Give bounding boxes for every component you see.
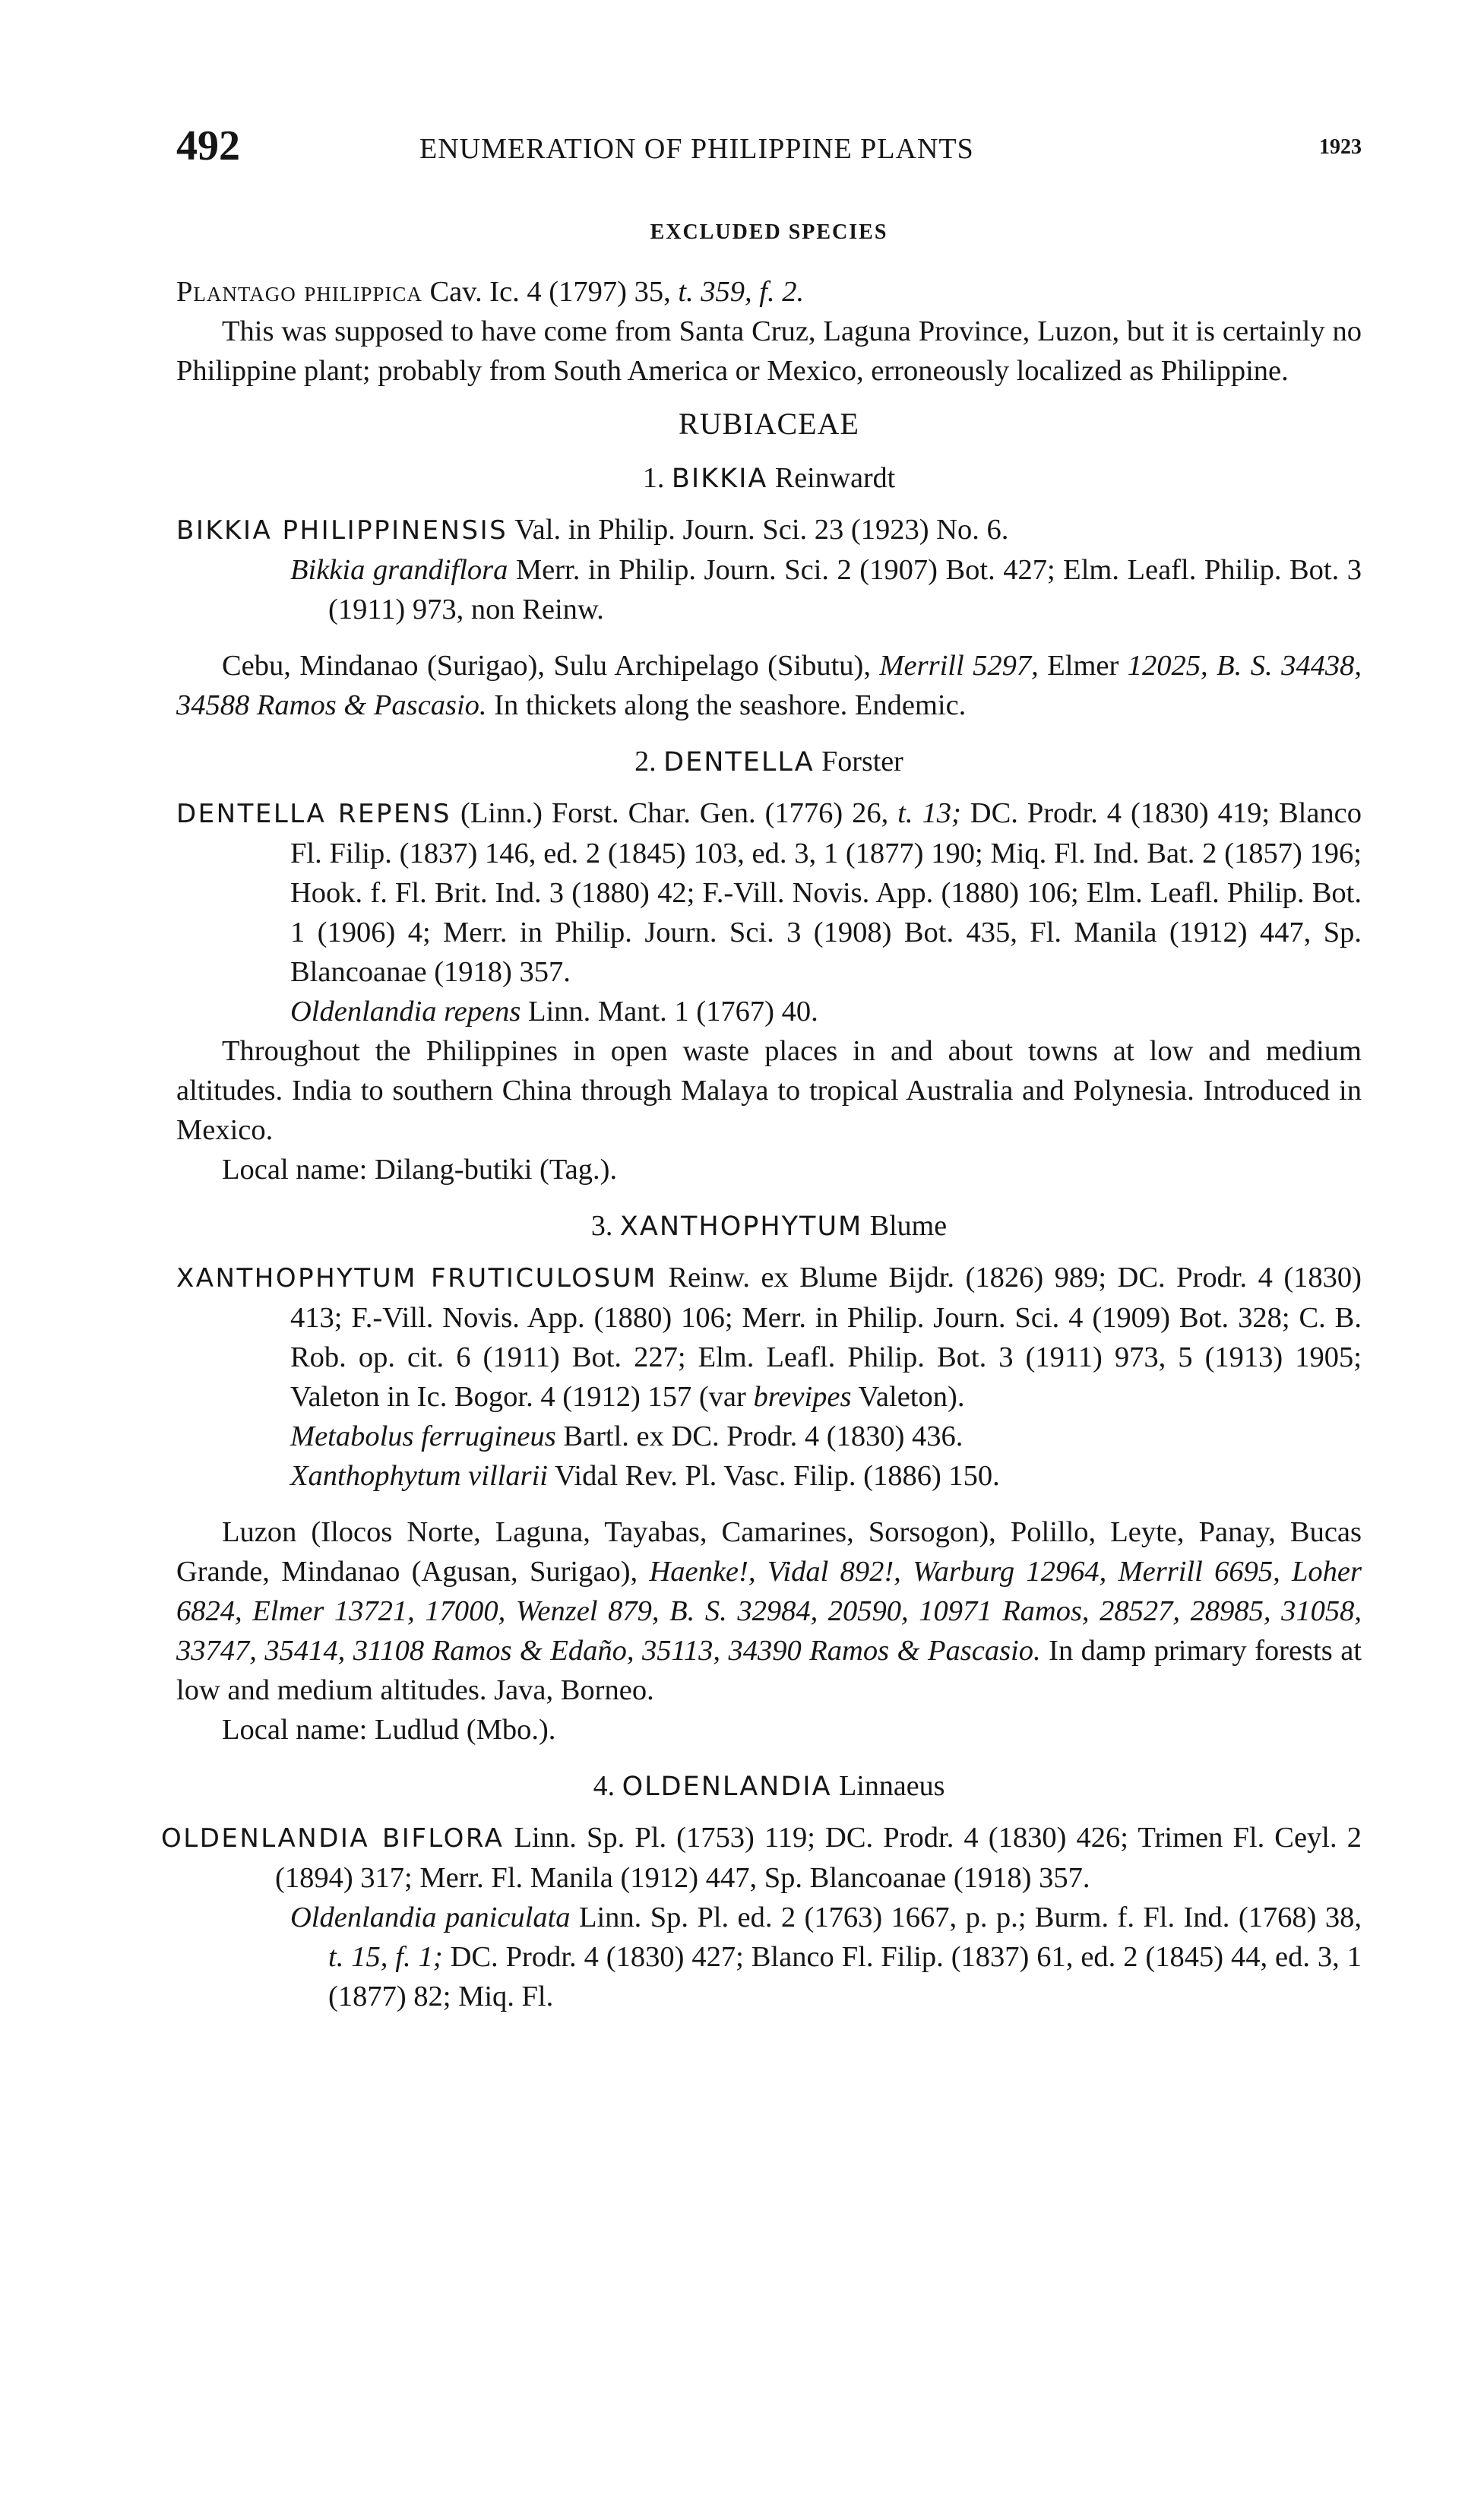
genus-heading-dentella xyxy=(176,745,1362,778)
synonym-name: Bikkia grandiflora xyxy=(290,554,508,586)
species-citation: Valeton). xyxy=(851,1381,965,1413)
synonym-name: Oldenlandia paniculata xyxy=(290,1902,571,1933)
synonym-citation: Linn. Sp. Pl. ed. 2 (1763) 1667, p. p.; Burm. f. Fl. Ind. (1768) 38, xyxy=(570,1902,1362,1933)
synonym-name: Metabolus ferrugineus xyxy=(290,1420,556,1452)
plantago-entry xyxy=(176,272,1362,312)
species-name: OLDENLANDIA BIFLORA xyxy=(161,1823,505,1854)
synonym-citation: Merr. in Philip. Journ. Sci. 2 (1907) Bot. 427; Elm. Leafl. Philip. Bot. 3 (1911) 973, non Reinw. xyxy=(328,554,1362,625)
family-heading: RUBIACEAE xyxy=(679,407,859,441)
genus-heading-oldenlandia xyxy=(176,1769,1362,1803)
xanthophytum-synonym-2 xyxy=(176,1456,1362,1496)
genus-number: 4. xyxy=(593,1770,615,1802)
dentella-local-name: Local name: Dilang-butiki (Tag.). xyxy=(222,1154,618,1186)
xanthophytum-species-entry xyxy=(176,1258,1362,1417)
distribution-text: Elmer xyxy=(1038,650,1128,682)
plantago-citation-plate: t. 359, f. 2. xyxy=(678,276,805,308)
excluded-species-heading: EXCLUDED SPECIES xyxy=(650,220,888,244)
genus-name: XANTHOPHYTUM xyxy=(619,1211,863,1242)
xanthophytum-distribution xyxy=(176,1512,1362,1710)
oldenlandia-species-entry xyxy=(161,1818,1362,1898)
synonym-citation: Linn. Mant. 1 (1767) 40. xyxy=(521,996,818,1028)
distribution-text: Luzon (Ilocos Norte, Laguna, Tayabas, Camarines, Sorsogon), Polillo, Leyte, Panay, Bucas Grande, Mindanao (Agusan, Surigao), xyxy=(176,1516,1362,1588)
synonym-citation: Vidal Rev. Pl. Vasc. Filip. (1886) 150. xyxy=(547,1460,1000,1492)
xanthophytum-local-name: Local name: Ludlud (Mbo.). xyxy=(222,1714,556,1746)
genus-author: Linnaeus xyxy=(839,1770,945,1802)
species-citation-plate: t. 13; xyxy=(897,797,961,829)
specimen-citation: Merrill 5297, xyxy=(879,650,1039,682)
oldenlandia-synonym xyxy=(176,1898,1362,2016)
dentella-species-entry xyxy=(176,793,1362,992)
plantago-note: This was supposed to have come from Santa Cruz, Laguna Province, Luzon, but it is certainly no Philippine plant; probably from South America or Mexico, erroneously localized as Philippine. xyxy=(176,315,1362,387)
page-header xyxy=(176,122,1362,182)
species-citation: (Linn.) Forst. Char. Gen. (1776) 26, xyxy=(451,797,898,829)
genus-name: OLDENLANDIA xyxy=(622,1772,832,1802)
habitat-text: In damp primary forests at low and medium altitudes. Java, Borneo. xyxy=(176,1635,1362,1706)
specimen-citation: 12025, B. S. 34438, 34588 Ramos & Pascasio. xyxy=(176,650,1362,721)
synonym-citation-plate: t. 15, f. 1; xyxy=(328,1941,443,1973)
xanthophytum-synonym-1 xyxy=(176,1417,1362,1456)
species-name: BIKKIA PHILIPPINENSIS xyxy=(176,515,508,546)
synonym-name: Oldenlandia repens xyxy=(290,996,521,1028)
variety-name: brevipes xyxy=(753,1381,852,1413)
genus-number: 3. xyxy=(590,1210,613,1242)
species-name: DENTELLA REPENS xyxy=(176,799,452,829)
dentella-synonym xyxy=(176,992,1362,1031)
species-citation: Linn. Sp. Pl. (1753) 119; DC. Prodr. 4 (1830) 426; Trimen Fl. Ceyl. 2 (1894) 317; Merr. Fl. Manila (1912) 447, Sp. Blancoanae (1918) 357. xyxy=(275,1822,1362,1894)
bikkia-synonym xyxy=(176,550,1362,629)
species-name: XANTHOPHYTUM FRUTICULOSUM xyxy=(176,1263,657,1294)
species-citation: Reinw. ex Blume Bijdr. (1826) 989; DC. Prodr. 4 (1830) 413; F.-Vill. Novis. App. (1880) 106; Merr. in Philip. Journ. Sci. 4 (1909) Bot. 328; C. B. Rob. op. cit. 6 (1911) Bot. 227; Elm. Leafl. Philip. Bot. 3 (1911) 973, 5 (1913) 1905; Valeton in Ic. Bogor. 4 (1912) 157 (var xyxy=(290,1262,1362,1413)
synonym-citation: Bartl. ex DC. Prodr. 4 (1830) 436. xyxy=(555,1420,963,1452)
synonym-citation: DC. Prodr. 4 (1830) 427; Blanco Fl. Filip. (1837) 61, ed. 2 (1845) 44, ed. 3, 1 (1877) 82; Miq. Fl. xyxy=(328,1941,1362,2012)
genus-heading-xanthophytum xyxy=(176,1209,1362,1243)
species-citation: Val. in Philip. Journ. Sci. 23 (1923) No. 6. xyxy=(508,514,1009,546)
page-body xyxy=(161,220,1362,2016)
running-title: ENUMERATION OF PHILIPPINE PLANTS xyxy=(419,133,974,165)
genus-number: 1. xyxy=(642,462,665,494)
header-year: 1923 xyxy=(1319,135,1362,159)
genus-heading-bikkia xyxy=(176,461,1362,495)
genus-name: DENTELLA xyxy=(663,747,815,777)
genus-author: Forster xyxy=(821,746,903,777)
genus-author: Blume xyxy=(869,1210,948,1242)
plantago-species-name: Plantago philippica xyxy=(176,276,422,308)
bikkia-distribution xyxy=(176,646,1362,725)
plantago-citation: Cav. Ic. 4 (1797) 35, xyxy=(422,276,679,308)
species-citation: DC. Prodr. 4 (1830) 419; Blanco Fl. Filip. (1837) 146, ed. 2 (1845) 103, ed. 3, 1 (1877) 190; Miq. Fl. Ind. Bat. 2 (1857) 196; Hook. f. Fl. Brit. Ind. 3 (1880) 42; F.-Vill. Novis. App. (1880) 106; Elm. Leafl. Philip. Bot. 1 (1906) 4; Merr. in Philip. Journ. Sci. 3 (1908) Bot. 435, Fl. Manila (1912) 447, Sp. Blancoanae (1918) 357. xyxy=(290,797,1362,988)
habitat-text: In thickets along the seashore. Endemic. xyxy=(486,689,967,721)
genus-name: BIKKIA xyxy=(671,464,768,494)
specimen-citation: Haenke!, Vidal 892!, Warburg 12964, Merrill 6695, Loher 6824, Elmer 13721, 17000, Wenzel 879, B. S. 32984, 20590, 10971 Ramos, 28527, 28985, 31058, 33747, 35414, 31108 Ramos & Edaño, 35113, 34390 Ramos & Pascasio. xyxy=(176,1556,1362,1667)
genus-number: 2. xyxy=(634,746,657,777)
page-number: 492 xyxy=(176,122,240,169)
distribution-text: Cebu, Mindanao (Surigao), Sulu Archipelago (Sibutu), xyxy=(222,650,880,682)
genus-author: Reinwardt xyxy=(774,462,896,494)
dentella-distribution: Throughout the Philippines in open waste places in and about towns at low and medium altitudes. India to southern China through Malaya to tropical Australia and Polynesia. Introduced in Mexico. xyxy=(176,1035,1362,1146)
bikkia-species-entry xyxy=(176,510,1362,550)
synonym-name: Xanthophytum villarii xyxy=(290,1460,548,1492)
